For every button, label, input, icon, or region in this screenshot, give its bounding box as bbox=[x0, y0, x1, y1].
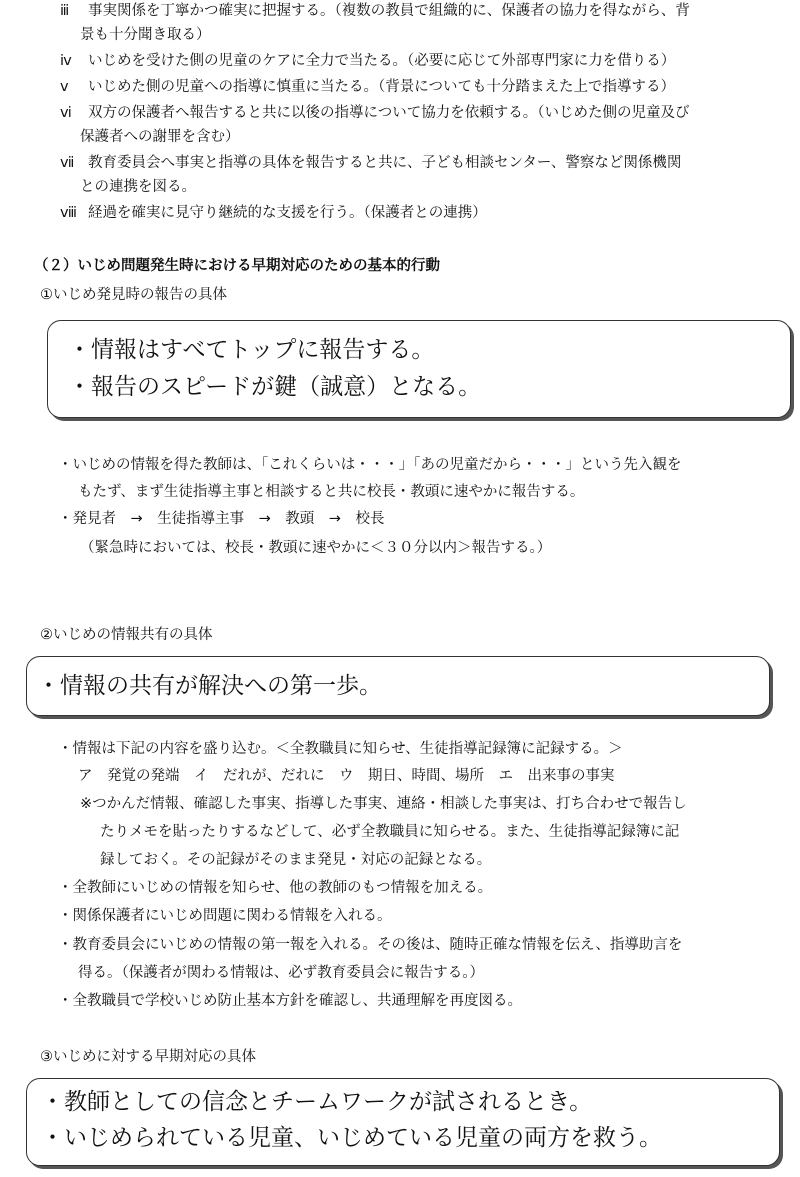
callout-box bbox=[26, 1078, 780, 1166]
item-num: ⅶ bbox=[60, 155, 75, 171]
item-text: いじめを受けた側の児童のケアに全力で当たる。（必要に応じて外部専門家に力を借りる） bbox=[88, 53, 676, 69]
body-line: ・教育委員会にいじめの情報の第一報を入れる。その後は、随時正確な情報を伝え、指導助言を bbox=[58, 937, 683, 953]
item-text: 事実関係を丁寧かつ確実に把握する。（複数の教員で組織的に、保護者の協力を得ながら、背 bbox=[88, 3, 690, 19]
body-line: 得る。（保護者が関わる情報は、必ず教育委員会に報告する。） bbox=[78, 965, 484, 981]
item-text: 双方の保護者へ報告すると共に以後の指導について協力を依頼する。（いじめた側の児童及び bbox=[88, 105, 690, 121]
callout-box bbox=[26, 656, 770, 716]
callout-line: ・情報はすべてトップに報告する。 bbox=[68, 337, 435, 363]
body-line: ・情報は下記の内容を盛り込む。＜全教職員に知らせ、生徒指導記録簿に記録する。＞ bbox=[58, 741, 623, 757]
item-text-cont: との連携を図る。 bbox=[80, 179, 196, 195]
body-line: （緊急時においては、校長・教頭に速やかに＜３０分以内＞報告する。） bbox=[80, 540, 552, 556]
report-flow: ・発見者 → 生徒指導主事 → 教頭 → 校長 bbox=[58, 511, 385, 527]
item-text: 経過を確実に見守り継続的な支援を行う。（保護者との連携） bbox=[88, 205, 487, 221]
note-line: ※つかんだ情報、確認した事実、指導した事実、連絡・相談した事実は、打ち合わせで報告し bbox=[80, 796, 687, 812]
item-num: ⅷ bbox=[60, 205, 77, 221]
body-line: ア 発覚の発端 イ だれが、だれに ウ 期日、時間、場所 エ 出来事の事実 bbox=[78, 768, 615, 784]
subsection-title: ③いじめに対する早期対応の具体 bbox=[40, 1049, 256, 1065]
note-line: たりメモを貼ったりするなどして、必ず全教職員に知らせる。また、生徒指導記録簿に記 bbox=[100, 824, 680, 840]
item-num: ⅴ bbox=[60, 79, 69, 95]
callout-line: ・情報の共有が解決への第一歩。 bbox=[37, 673, 382, 699]
body-line: もたず、まず生徒指導主事と相談すると共に校長・教頭に速やかに報告する。 bbox=[78, 484, 585, 500]
note-line: 録しておく。その記録がそのまま発見・対応の記録となる。 bbox=[100, 852, 492, 868]
body-line: ・全教師にいじめの情報を知らせ、他の教師のもつ情報を加える。 bbox=[58, 880, 493, 896]
callout-line: ・教師としての信念とチームワークが試されるとき。 bbox=[41, 1089, 593, 1115]
body-line: ・いじめの情報を得た教師は、「これくらいは・・・」「あの児童だから・・・」という先入観を bbox=[58, 457, 682, 473]
callout-box bbox=[47, 320, 791, 418]
item-text: 教育委員会へ事実と指導の具体を報告すると共に、子ども相談センター、警察など関係機関 bbox=[88, 155, 682, 171]
body-line: ・関係保護者にいじめ問題に関わる情報を入れる。 bbox=[58, 908, 392, 924]
subsection-title: ①いじめ発見時の報告の具体 bbox=[40, 287, 227, 303]
callout-line: ・報告のスピードが鍵（誠意）となる。 bbox=[68, 374, 482, 400]
section-heading: （２）いじめ問題発生時における早期対応のための基本的行動 bbox=[34, 258, 440, 274]
subsection-title: ②いじめの情報共有の具体 bbox=[40, 627, 213, 643]
body-line: ・全教職員で学校いじめ防止基本方針を確認し、共通理解を再度図る。 bbox=[58, 993, 522, 1009]
item-text: いじめた側の児童への指導に慎重に当たる。（背景についても十分踏まえた上で指導する） bbox=[88, 79, 675, 95]
item-text-cont: 保護者への謝罪を含む） bbox=[80, 129, 240, 145]
callout-line: ・いじめられている児童、いじめている児童の両方を救う。 bbox=[41, 1125, 662, 1151]
item-text-cont: 景も十分聞き取る） bbox=[80, 27, 211, 43]
item-num: ⅲ bbox=[60, 3, 70, 19]
item-num: ⅳ bbox=[60, 53, 72, 69]
item-num: ⅵ bbox=[60, 105, 72, 121]
